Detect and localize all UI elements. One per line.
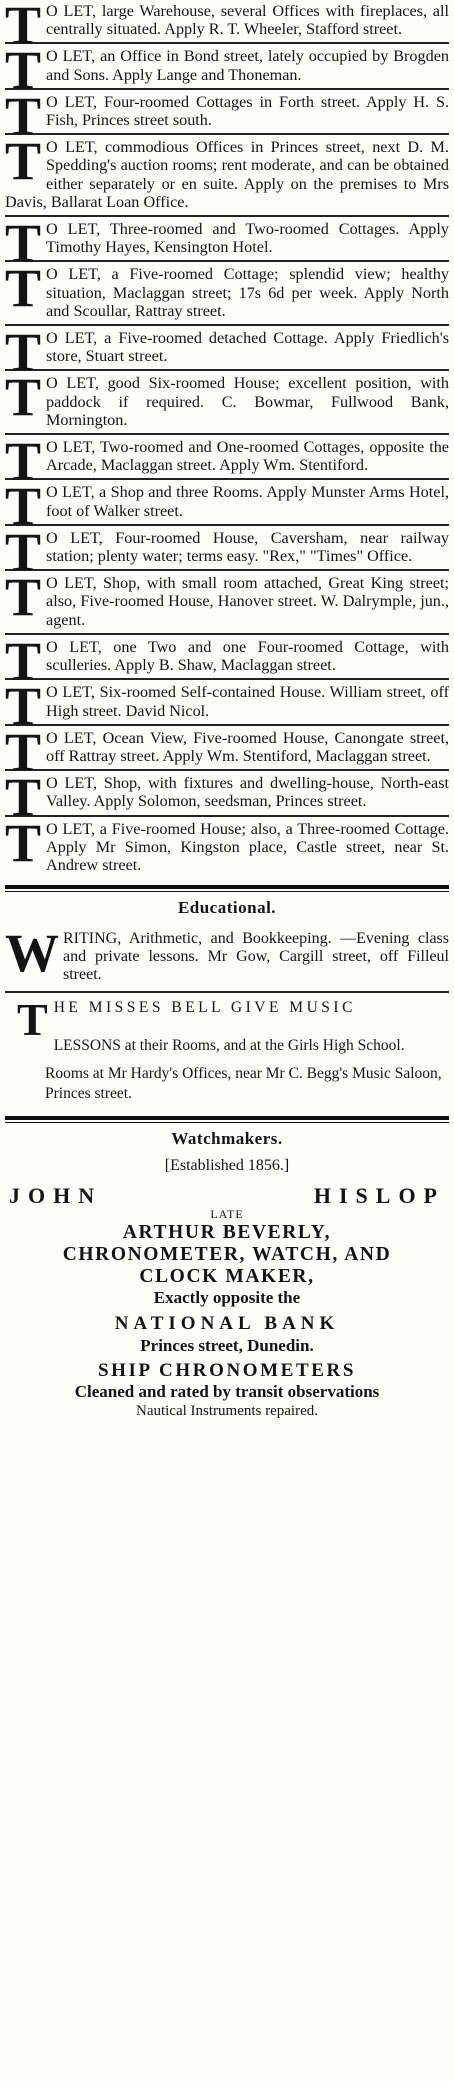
proprietor-name <box>5 1183 449 1209</box>
to-let-ad <box>5 213 449 274</box>
music-ad-line3: Rooms at Mr Hardy's Offices, near Mr C. Begg's Music Saloon, Princes street. <box>45 1065 442 1103</box>
predecessor-name: ARTHUR BEVERLY, <box>122 1222 332 1244</box>
to-let-ad <box>5 521 449 582</box>
ad-divider <box>5 88 449 90</box>
section-divider <box>5 885 449 892</box>
ad-text: O LET, commodious Offices in Princes street, next D. M. Spedding's auction rooms; rent moderate, and can be obtained either separately or en suite. Apply on the premises to Mrs Davis, Ballarat Loan Office. <box>5 138 449 211</box>
drop-cap: T <box>5 676 42 737</box>
to-let-ad <box>5 0 449 55</box>
drop-cap: T <box>5 258 42 319</box>
location-line1: Exactly opposite the <box>153 1288 301 1308</box>
to-let-ad <box>5 812 449 878</box>
to-let-ad <box>5 131 449 214</box>
ad-divider <box>5 260 449 262</box>
ad-text: O LET, a Five-roomed House; also, a Three-roomed Cottage. Apply Mr Simon, Kingston place, Castle street, near St. Andrew street. <box>46 819 449 874</box>
ad-divider <box>5 569 449 571</box>
ad-divider <box>5 369 449 371</box>
ad-divider <box>5 215 449 217</box>
ad-text: O LET, a Five-roomed Cottage; splendid view; healthy situation, Maclaggan street; 17s 6d per week. Apply North and Scoullar, Rattray street. <box>46 265 449 320</box>
to-let-ad <box>5 676 449 737</box>
drop-cap: T <box>5 85 42 146</box>
late-label: LATE <box>210 1207 244 1222</box>
ad-text: O LET, Two-roomed and One-roomed Cottages, opposite the Arcade, Maclaggan street. Apply Wm. Stentiford. <box>46 438 449 475</box>
established-line: [Established 1856.] <box>164 1157 290 1175</box>
educational-heading: Educational. <box>177 898 277 918</box>
ad-text: O LET, an Office in Bond street, lately occupied by Brogden and Sons. Apply Lange and Thoneman. <box>46 47 449 84</box>
address-line: Princes street, Dunedin. <box>140 1336 314 1356</box>
cleaned-line: Cleaned and rated by transit observations <box>74 1382 380 1402</box>
trade-line1: CHRONOMETER, WATCH, AND <box>62 1244 392 1266</box>
drop-cap: T <box>5 630 42 691</box>
to-let-ad <box>5 85 449 146</box>
ad-divider <box>5 678 449 680</box>
ad-text: O LET, Six-roomed Self-contained House. William street, off High street. David Nicol. <box>46 683 449 720</box>
music-ad-line2: LESSONS at their Rooms, and at the Girls High School. <box>53 1037 405 1055</box>
drop-cap: T <box>5 767 42 828</box>
ad-text: O LET, Three-roomed and Two-roomed Cottages. Apply Timothy Hayes, Kensington Hotel. <box>46 220 449 257</box>
to-let-ad <box>5 476 449 537</box>
drop-cap: T <box>5 431 42 492</box>
ad-text: O LET, Four-roomed Cottages in Forth street. Apply H. S. Fish, Princes street south. <box>46 92 449 130</box>
ad-divider <box>5 815 449 817</box>
name-last: HISLOP <box>313 1183 445 1209</box>
location-line2: NATIONAL BANK <box>114 1313 340 1335</box>
nautical-line: Nautical Instruments repaired. <box>135 1403 318 1420</box>
to-let-ad <box>5 40 449 101</box>
to-let-ad <box>5 258 449 323</box>
drop-cap: T <box>5 721 42 782</box>
to-let-ad <box>5 567 449 632</box>
to-let-ad <box>5 721 449 782</box>
drop-cap: T <box>5 213 42 274</box>
hislop-ad <box>5 1157 449 1420</box>
writing-ad <box>5 923 449 990</box>
ad-divider <box>5 133 449 135</box>
ad-text: O LET, one Two and one Four-roomed Cottage, with sculleries. Apply B. Shaw, Maclaggan street. <box>46 637 449 675</box>
ad-text: O LET, Four-roomed House, Caversham, near railway station; plenty water; terms easy. "Rex," "Times" Office. <box>46 528 449 566</box>
drop-cap: T <box>17 994 48 1046</box>
to-let-ad <box>5 322 449 383</box>
ad-text: O LET, a Five-roomed detached Cottage. Apply Friedlich's store, Stuart street. <box>46 329 449 366</box>
music-ad-line1: HE MISSES BELL GIVE MUSIC <box>53 999 356 1017</box>
drop-cap: T <box>5 322 42 383</box>
to-let-ad <box>5 767 449 828</box>
to-let-ad <box>5 367 449 432</box>
ad-text: O LET, Shop, with fixtures and dwelling-house, North-east Valley. Apply Solomon, seedsman, Princes street. <box>46 774 449 811</box>
drop-cap: T <box>5 476 42 537</box>
to-let-ad <box>5 630 449 691</box>
ad-divider <box>5 769 449 771</box>
drop-cap: T <box>5 521 42 582</box>
drop-cap: T <box>5 0 42 55</box>
music-lessons-ad <box>5 994 449 1104</box>
ad-text: O LET, Shop, with small room attached, Great King street; also, Five-roomed House, Hanover street. W. Dalrymple, jun., agent. <box>46 574 449 629</box>
watchmakers-heading: Watchmakers. <box>171 1129 283 1149</box>
drop-cap: T <box>5 40 42 101</box>
ad-divider <box>5 524 449 526</box>
trade-line2: CLOCK MAKER, <box>139 1266 315 1288</box>
ad-divider <box>5 991 449 993</box>
to-let-ad <box>5 431 449 492</box>
drop-cap: T <box>5 367 42 428</box>
section-divider <box>5 1116 449 1123</box>
ad-text: O LET, good Six-roomed House; excellent position, with paddock if required. C. Bowmar, Fullwood Bank, Mornington. <box>46 374 449 429</box>
ad-text: O LET, a Shop and three Rooms. Apply Munster Arms Hotel, foot of Walker street. <box>46 483 449 520</box>
ad-divider <box>5 324 449 326</box>
ad-divider <box>5 724 449 726</box>
name-first: JOHN <box>9 1183 103 1209</box>
ad-divider <box>5 478 449 480</box>
drop-cap: W <box>5 923 59 984</box>
drop-cap: T <box>5 567 42 628</box>
writing-ad-text: RITING, Arithmetic, and Bookkeeping. —Evening class and private lessons. Mr Gow, Cargill street, off Filleul street. <box>63 930 449 984</box>
ad-divider <box>5 42 449 44</box>
drop-cap: T <box>5 812 42 873</box>
ad-text: O LET, large Warehouse, several Offices with fireplaces, all centrally situated. Apply R. T. Wheeler, Stafford street. <box>46 2 449 39</box>
drop-cap: T <box>5 131 42 192</box>
ship-line: SHIP CHRONOMETERS <box>98 1360 356 1382</box>
ad-divider <box>5 633 449 635</box>
ad-divider <box>5 433 449 435</box>
ad-text: O LET, Ocean View, Five-roomed House, Canongate street, off Rattray street. Apply Wm. Stentiford, Maclaggan street. <box>46 728 449 765</box>
to-let-ads <box>5 0 449 877</box>
